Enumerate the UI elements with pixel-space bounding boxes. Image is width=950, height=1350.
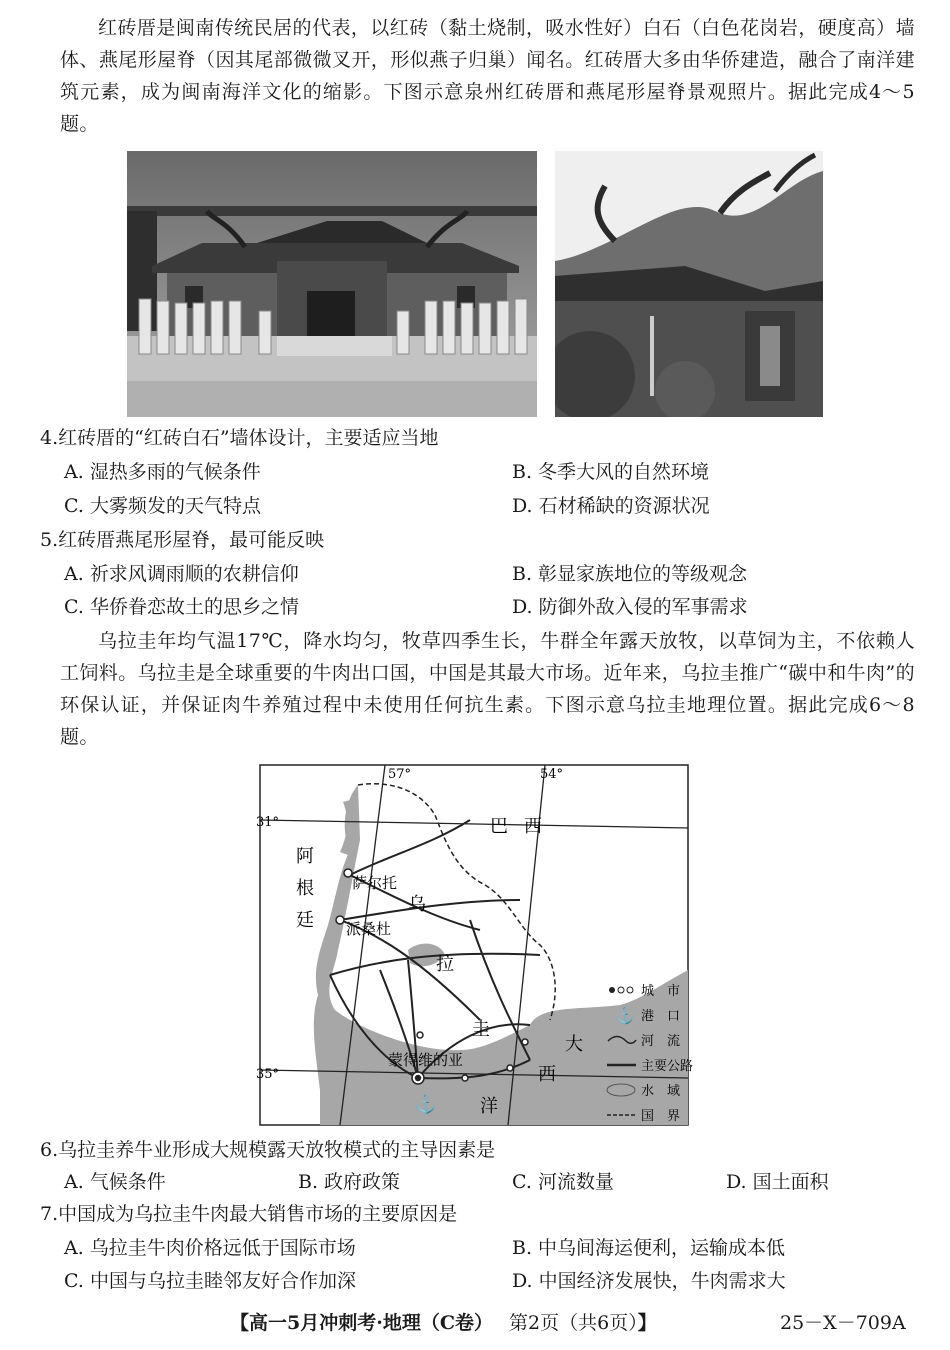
question-4-option-a[interactable]: A. 湿热多雨的气候条件 <box>64 461 261 483</box>
passage-intro-red-brick: 红砖厝是闽南传统民居的代表，以红砖（黏土烧制，吸水性好）白石（白色花岗岩，硬度高）墙体、燕尾形屋脊（因其尾部微微叉开，形似燕子归巢）闻名。红砖厝大多由华侨建造，融合了南洋建筑元素，成为闽南海洋文化的缩影。下图示意泉州红砖厝和燕尾形屋脊景观照片。据此完成4～5题。 <box>60 17 915 135</box>
question-7-option-a[interactable]: A. 乌拉圭牛肉价格远低于国际市场 <box>64 1237 356 1259</box>
legend-border-label: 国 界 <box>641 1109 681 1124</box>
footer-code: 25－X－709A <box>780 1312 906 1334</box>
footer-bracket-right: 】 <box>637 1312 657 1334</box>
question-7-stem: 7.中国成为乌拉圭牛肉最大销售市场的主要原因是 <box>40 1203 458 1225</box>
label-lon-57: 57° <box>388 767 412 782</box>
legend-water-label: 水 域 <box>641 1084 681 1099</box>
question-5-option-d[interactable]: D. 防御外敌入侵的军事需求 <box>512 596 748 618</box>
label-ocean-1: 大 <box>565 1034 583 1055</box>
legend-river-label: 河 流 <box>641 1034 681 1049</box>
question-6-stem: 6.乌拉圭养牛业形成大规模露天放牧模式的主导因素是 <box>40 1139 496 1161</box>
question-4-option-c[interactable]: C. 大雾频发的天气特点 <box>64 495 261 517</box>
footer-exam: 高一5月冲刺考 <box>249 1312 377 1334</box>
city-salto <box>344 869 352 877</box>
question-5-option-b[interactable]: B. 彰显家族地位的等级观念 <box>512 563 748 585</box>
question-4-option-d[interactable]: D. 石材稀缺的资源状况 <box>512 495 710 517</box>
label-uruguay-3: 圭 <box>472 1019 490 1040</box>
label-lon-54: 54° <box>540 767 564 782</box>
legend-city-label: 城 市 <box>641 984 681 999</box>
label-argentina-3: 廷 <box>296 910 314 931</box>
question-7-option-c[interactable]: C. 中国与乌拉圭睦邻友好合作加深 <box>64 1270 356 1292</box>
label-city-paysandu: 派桑杜 <box>346 920 392 938</box>
label-brazil-1: 巴 <box>490 816 508 837</box>
question-6-option-a[interactable]: A. 气候条件 <box>64 1171 166 1193</box>
question-7-option-b[interactable]: B. 中乌间海运便利，运输成本低 <box>512 1237 786 1259</box>
label-argentina-1: 阿 <box>296 846 314 867</box>
city-paysandu <box>336 916 344 924</box>
question-6-option-d[interactable]: D. 国土面积 <box>726 1171 829 1193</box>
label-lat-35: 35° <box>256 1067 280 1082</box>
footer-bracket-left: 【 <box>230 1312 250 1334</box>
legend-port-label: 港 口 <box>641 1009 681 1024</box>
label-ocean-3: 洋 <box>480 1096 498 1117</box>
label-city-montevideo: 蒙得维的亚 <box>388 1051 464 1069</box>
photo-red-brick-house <box>127 151 537 417</box>
question-4-option-b[interactable]: B. 冬季大风的自然环境 <box>512 461 710 483</box>
label-lat-31: 31° <box>256 815 280 830</box>
question-5-option-a[interactable]: A. 祈求风调雨顺的农耕信仰 <box>64 563 299 585</box>
footer-subject: ·地理（C卷） <box>376 1312 493 1334</box>
question-4-stem: 4.红砖厝的“红砖白石”墙体设计，主要适应当地 <box>40 427 439 449</box>
label-ocean-2: 西 <box>538 1064 556 1085</box>
label-uruguay-1: 乌 <box>408 894 426 915</box>
map-uruguay <box>240 760 695 1130</box>
water-icon <box>607 1084 635 1096</box>
label-uruguay-2: 拉 <box>436 954 454 975</box>
question-5-option-c[interactable]: C. 华侨眷恋故土的思乡之情 <box>64 596 299 618</box>
question-7-option-d[interactable]: D. 中国经济发展快，牛肉需求大 <box>512 1270 786 1292</box>
question-5-stem: 5.红砖厝燕尾形屋脊，最可能反映 <box>40 529 325 551</box>
legend-road-label: 主要公路 <box>641 1059 694 1074</box>
port-icon: ⚓ <box>615 1006 635 1025</box>
passage-uruguay-beef: 乌拉圭年均气温17℃，降水均匀，牧草四季生长，牛群全年露天放牧，以草饲为主，不依赖人工饲料。乌拉圭是全球重要的牛肉出口国，中国是其最大市场。近年来，乌拉圭推广“碳中和牛肉”的环保认证，并保证肉牛养殖过程中未使用任何抗生素。下图示意乌拉圭地理位置。据此完成6～8题。 <box>60 630 915 748</box>
label-argentina-2: 根 <box>296 878 314 899</box>
photo-swallowtail-roof <box>555 151 823 417</box>
footer-page: 第2页（共6页） <box>509 1312 638 1334</box>
label-brazil-2: 西 <box>524 816 542 837</box>
port-icon-map: ⚓ <box>414 1094 438 1115</box>
question-6-option-c[interactable]: C. 河流数量 <box>512 1171 614 1193</box>
page-footer <box>230 1308 657 1335</box>
question-6-option-b[interactable]: B. 政府政策 <box>298 1171 401 1193</box>
label-city-salto: 萨尔托 <box>352 874 398 892</box>
